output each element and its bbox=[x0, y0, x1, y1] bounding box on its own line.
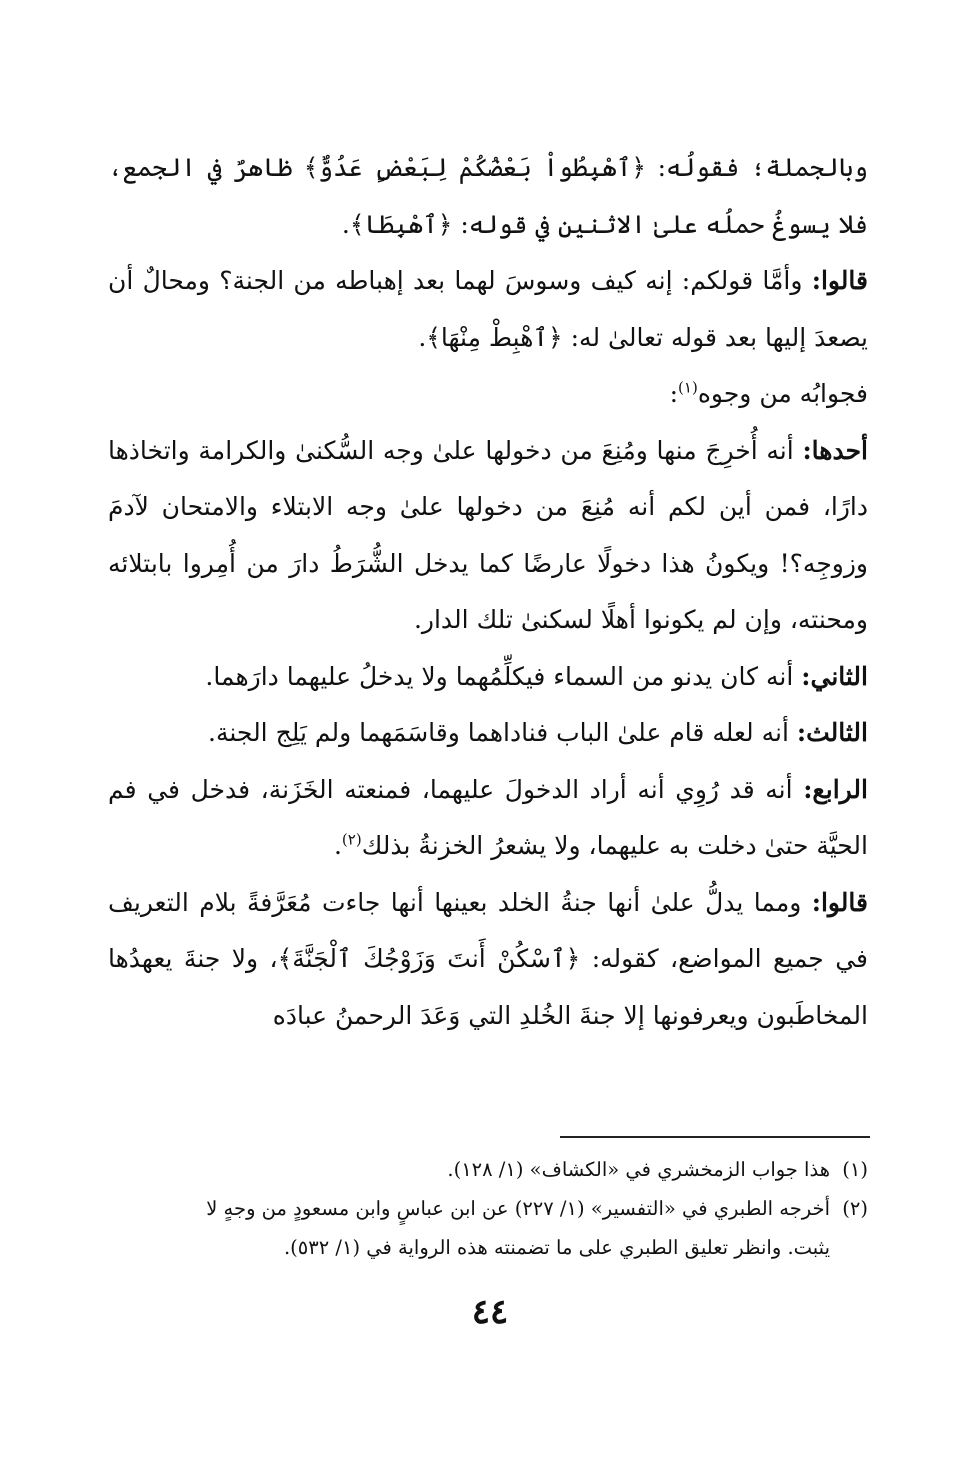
paragraph-2-text: وأمَّا قولكم: إنه كيف وسوسَ لهما بعد إهباطه من الجنة؟ ومحالٌ أن يصعدَ إليها بعد قوله تعالىٰ له: ﴿ٱهْبِطْ مِنْهَا﴾. bbox=[108, 266, 868, 352]
footnote-2-number: (٢) bbox=[842, 1197, 868, 1220]
footnote-ref-2: (٢) bbox=[341, 830, 362, 849]
main-text bbox=[108, 140, 868, 1044]
footnote-2 bbox=[108, 1189, 868, 1228]
paragraph-4 bbox=[108, 423, 868, 649]
paragraph-1 bbox=[108, 140, 868, 253]
paragraph-6 bbox=[108, 705, 868, 762]
paragraph-2 bbox=[108, 253, 868, 366]
paragraph-7-text: أنه قد رُوِي أنه أراد الدخولَ عليهما، فمنعته الخَزَنة، فدخل في فم الحيَّة حتىٰ دخلت به عليهما، ولا يشعرُ الخزنةُ بذلك bbox=[108, 774, 868, 860]
paragraph-5-text: أنه كان يدنو من السماء فيكلِّمُهما ولا يدخلُ عليهما دارَهما. bbox=[205, 661, 802, 691]
paragraph-5 bbox=[108, 649, 868, 706]
footnote-ref-1: (١) bbox=[678, 378, 698, 397]
paragraph-1-text: وبالجملة؛ فقولُه: ﴿ٱهْبِطُواْ بَعْضُكُمْ لِبَعْضٍ عَدُوٌّ﴾ ظاهرٌ في الجمع، فلا يسوغُ حملُه علىٰ الاثنين في قوله: ﴿ٱهْبِطَا﴾. bbox=[108, 153, 868, 239]
paragraph-5-lead: الثاني: bbox=[801, 661, 868, 691]
paragraph-8-text: ومما يدلُّ علىٰ أنها جنةُ الخلد بعينها أنها جاءت مُعَرَّفةً بلام التعريف في جميع المواضع، كقوله: ﴿ٱسْكُنْ أَنتَ وَزَوْجُكَ ٱلْجَنَّةَ﴾، ولا جنةَ يعهدُها المخاطَبون ويعرفونها إلا جنةَ الخُلدِ التي وَعَدَ الرحمنُ عبادَه bbox=[108, 887, 868, 1030]
paragraph-7-lead: الرابع: bbox=[803, 774, 868, 804]
page-number: ٤٤ bbox=[471, 1292, 509, 1332]
footnote-2-text: أخرجه الطبري في «التفسير» (١/ ٢٢٧) عن ابن عباسٍ وابن مسعودٍ من وجهٍ لا bbox=[206, 1197, 830, 1220]
paragraph-7-end: . bbox=[333, 831, 342, 860]
footnote-1-text: هذا جواب الزمخشري في «الكشاف» (١/ ١٢٨). bbox=[447, 1158, 830, 1181]
paragraph-3-text: فجوابُه من وجوه bbox=[697, 379, 868, 408]
paragraph-6-lead: الثالث: bbox=[796, 718, 868, 747]
footnote-1-number: (١) bbox=[842, 1158, 868, 1181]
paragraph-8-lead: قالوا: bbox=[811, 887, 868, 917]
footnote-divider bbox=[560, 1136, 870, 1138]
paragraph-2-lead: قالوا: bbox=[811, 266, 868, 295]
footnotes bbox=[108, 1150, 868, 1267]
paragraph-7 bbox=[108, 762, 868, 875]
footnote-2-continuation-text: يثبت. وانظر تعليق الطبري على ما تضمنته هذه الرواية في (١/ ٥٣٢). bbox=[283, 1236, 830, 1259]
paragraph-3-end: : bbox=[669, 379, 679, 408]
paragraph-4-text: أنه أُخرِجَ منها ومُنِعَ من دخولها علىٰ وجه السُّكنىٰ والكرامة واتخاذها دارًا، فمن أين لكم أنه مُنِعَ من دخولها علىٰ وجه الابتلاء والامتحان لآدمَ وزوجِه؟! ويكونُ هذا دخولًا عارضًا كما يدخل الشُّرَطُ دارَ من أُمِروا بابتلائه ومحنته، وإن لم يكونوا أهلًا لسكنىٰ تلك الدار. bbox=[108, 435, 868, 634]
paragraph-3 bbox=[108, 366, 868, 423]
paragraph-4-lead: أحدها: bbox=[802, 435, 868, 465]
footnote-2-continuation bbox=[108, 1228, 868, 1267]
paragraph-8 bbox=[108, 875, 868, 1045]
footnote-1 bbox=[108, 1150, 868, 1189]
paragraph-6-text: أنه لعله قام علىٰ الباب فناداهما وقاسَمَهما ولم يَلِج الجنة. bbox=[208, 718, 797, 747]
